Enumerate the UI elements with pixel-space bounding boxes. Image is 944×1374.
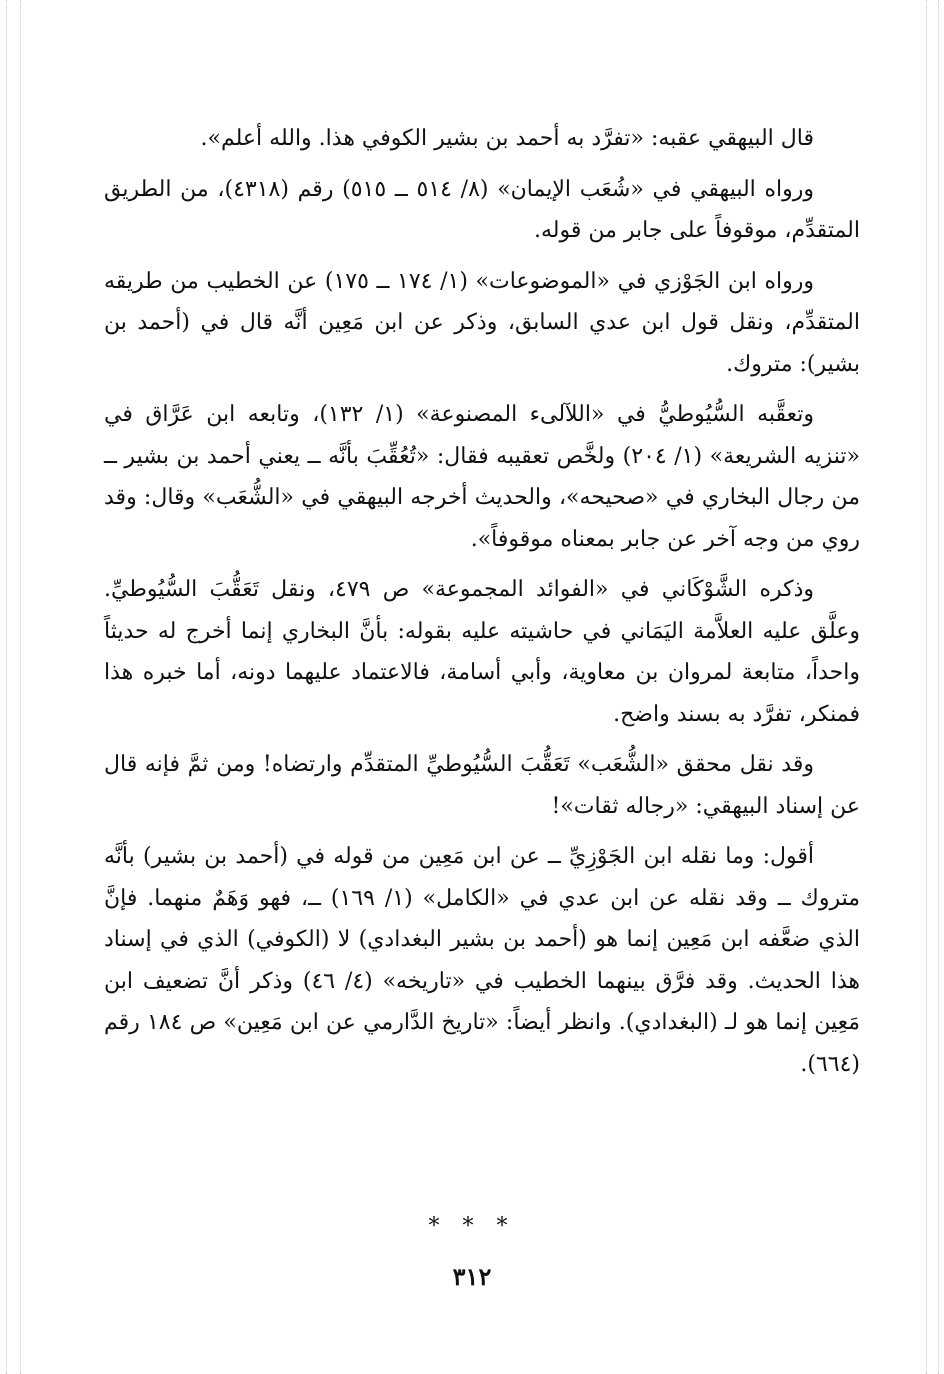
left-edge-guide-inner	[20, 0, 21, 1374]
right-edge-guide-inner	[926, 0, 927, 1374]
paragraph-2: ورواه البيهقي في «شُعَب الإيمان» (٨/ ٥١٤ ــ ٥١٥) رقم (٤٣١٨)، من الطريق المتقدِّم، موقوفاً على جابر من قوله.	[104, 176, 860, 243]
main-text	[104, 118, 860, 1094]
paragraph-1: قال البيهقي عقبه: «تفرَّد به أحمد بن بشير الكوفي هذا. والله أعلم».	[200, 126, 814, 151]
paragraph-5: وذكره الشَّوْكَاني في «الفوائد المجموعة» ص ٤٧٩، ونقل تَعَقُّبَ السُّيُوطيِّ. وعلَّق عليه العلاَّمة اليَمَاني في حاشيته عليه بقوله: بأنَّ البخاري إنما أخرج له حديثاً واحداً، متابعة لمروان بن معاوية، وأبي أسامة، فالاعتماد عليهما دونه، أما خبره هذا فمنكر، تفرَّد به بسند واضح.	[104, 577, 860, 727]
paragraph-6: وقد نقل محقق «الشُّعَب» تَعَقُّبَ السُّيُوطيِّ المتقدِّم وارتضاه! ومن ثمَّ فإنه قال عن إسناد البيهقي: «رجاله ثقات»!	[104, 752, 860, 819]
left-edge-guide	[6, 0, 7, 1374]
paragraph-7: أقول: وما نقله ابن الجَوْزِيِّ ــ عن ابن مَعِين من قوله في (أحمد بن بشير) بأنَّه متروك ــ وقد نقله عن ابن عدي في «الكامل» (١/ ١٦٩) ــ، فهو وَهَمٌ منهما. فإنَّ الذي ضعَّفه ابن مَعِين إنما هو (أحمد بن بشير البغدادي) لا (الكوفي) الذي في إسناد هذا الحديث. وقد فرَّق بينهما الخطيب في «تاريخه» (٤/ ٤٦) وذكر أنَّ تضعيف ابن مَعِين إنما هو لـ (البغدادي). وانظر أيضاً: «تاريخ الدَّارمي عن ابن مَعِين» ص ١٨٤ رقم (٦٦٤).	[104, 844, 861, 1077]
paragraph-4: وتعقَّبه السُّيُوطيُّ في «اللآلىء المصنوعة» (١/ ١٣٢)، وتابعه ابن عَرَّاق في «تنزيه الشريعة» (١/ ٢٠٤) ولخَّص تعقيبه فقال: «تُعُقِّبَ بأنَّه ــ يعني أحمد بن بشير ــ من رجال البخاري في «صحيحه»، والحديث أخرجه البيهقي في «الشُّعَب» وقال: وقد روي من وجه آخر عن جابر بمعناه موقوفاً».	[104, 402, 861, 552]
right-edge-guide	[938, 0, 939, 1374]
paragraph-3: ورواه ابن الجَوْزي في «الموضوعات» (١/ ١٧٤ ــ ١٧٥) عن الخطيب من طريقه المتقدِّم، ونقل قول ابن عدي السابق، وذكر عن ابن مَعِين أنَّه قال في (أحمد بن بشير): متروك.	[104, 268, 860, 377]
page-number: ٣١٢	[452, 1262, 492, 1291]
section-separator: * * *	[428, 1214, 516, 1239]
